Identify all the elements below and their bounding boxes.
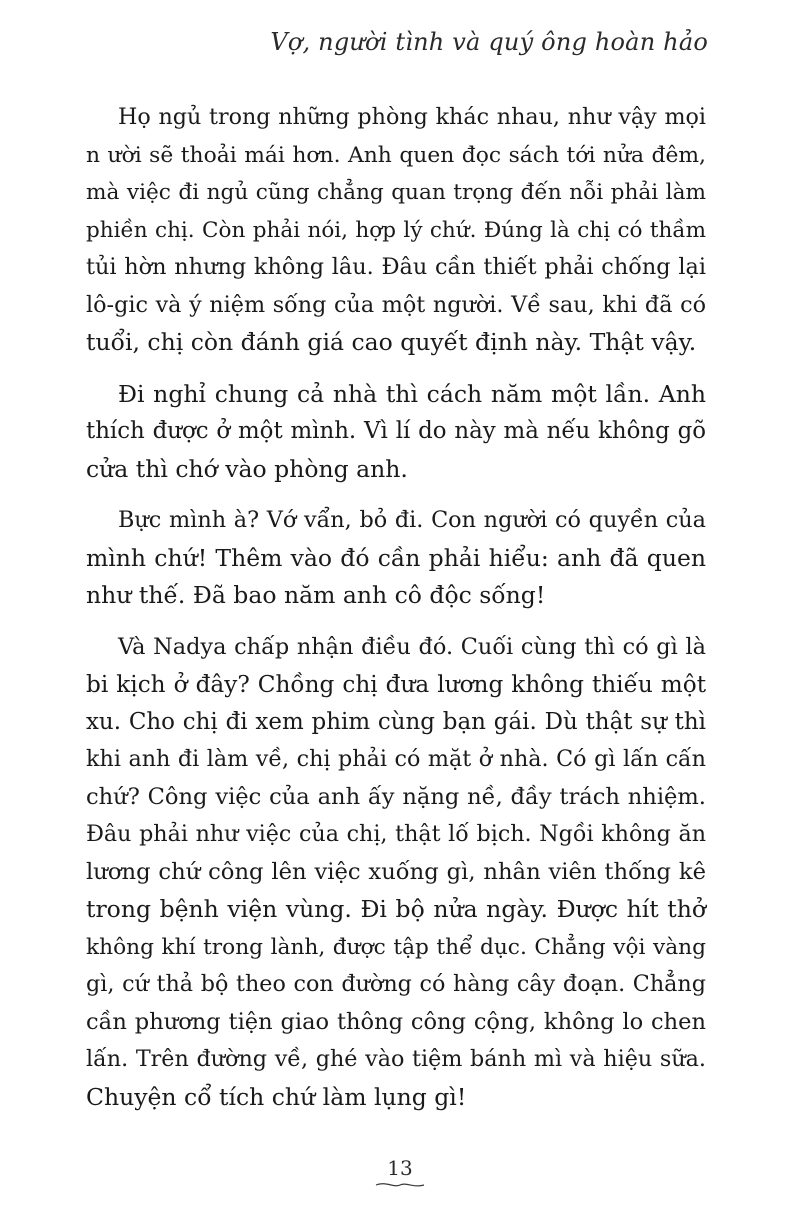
paragraph-2 — [86, 376, 706, 489]
paragraph-3 — [86, 502, 706, 615]
text-line: lấn. Trên đường về, ghé vào tiệm bánh mì và hiệu sữa. — [86, 1046, 706, 1072]
text-line: lương chứ công lên việc xuống gì, nhân viên thống kê — [86, 858, 706, 885]
text-line: Bực mình à? Vớ vẩn, bỏ đi. Con người có quyền của — [118, 507, 706, 533]
text-line: Họ ngủ trong những phòng khác nhau, như vậy mọi — [118, 104, 706, 130]
paragraph-1 — [86, 99, 706, 362]
text-line: mình chứ! Thêm vào đó cần phải hiểu: anh đã quen — [86, 543, 706, 572]
text-line: gì, cứ thả bộ theo con đường có hàng cây đoạn. Chẳng — [86, 971, 706, 997]
paragraph-4 — [86, 629, 706, 1117]
text-line: Đi nghỉ chung cả nhà thì cách năm một lần. Anh — [118, 379, 706, 408]
text-line: trong bệnh viện vùng. Đi bộ nửa ngày. Được hít thở — [86, 895, 706, 923]
folio-ornament-icon — [374, 1181, 426, 1189]
text-line: mà việc đi ngủ cũng chẳng quan trọng đến nỗi phải làm — [86, 180, 706, 205]
text-line: cần phương tiện giao thông công cộng, không lo chen — [86, 1008, 706, 1035]
text-line: bi kịch ở đây? Chồng chị đưa lương không thiếu một — [86, 671, 706, 698]
text-line: tủi hờn nhưng không lâu. Đâu cần thiết phải chống lại — [86, 254, 706, 280]
text-line: không khí trong lành, được tập thể dục. Chẳng vội vàng — [86, 934, 706, 960]
text-line: Và Nadya chấp nhận điều đó. Cuối cùng thì có gì là — [118, 633, 706, 660]
text-line: Chuyện cổ tích chứ làm lụng gì! — [86, 1082, 467, 1111]
text-line: lô-gic và ý niệm sống của một người. Về sau, khi đã có — [86, 291, 706, 318]
text-line: xu. Cho chị đi xem phim cùng bạn gái. Dù thật sự thì — [86, 708, 706, 735]
text-line: phiền chị. Còn phải nói, hợp lý chứ. Đúng là chị có thầm — [86, 217, 706, 243]
text-line: như thế. Đã bao năm anh cô độc sống! — [86, 581, 546, 609]
running-header-title: Vợ, người tình và quý ông hoàn hảo — [270, 28, 708, 56]
text-line: Đâu phải như việc của chị, thật lố bịch. Ngồi không ăn — [86, 821, 706, 847]
text-line: cửa thì chớ vào phòng anh. — [86, 454, 408, 483]
text-line: chứ? Công việc của anh ấy nặng nề, đầy trách nhiệm. — [86, 783, 706, 810]
page-number: 13 — [387, 1156, 413, 1180]
text-line: tuổi, chị còn đánh giá cao quyết định này. Thật vậy. — [86, 328, 697, 356]
page-body — [86, 99, 706, 1130]
text-line: n ười sẽ thoải mái hơn. Anh quen đọc sách tới nửa đêm, — [86, 142, 706, 168]
page-footer — [0, 1156, 800, 1189]
text-line: thích được ở một mình. Vì lí do này mà nếu không gõ — [86, 418, 706, 444]
text-line: khi anh đi làm về, chị phải có mặt ở nhà. Có gì lấn cấn — [86, 746, 706, 772]
